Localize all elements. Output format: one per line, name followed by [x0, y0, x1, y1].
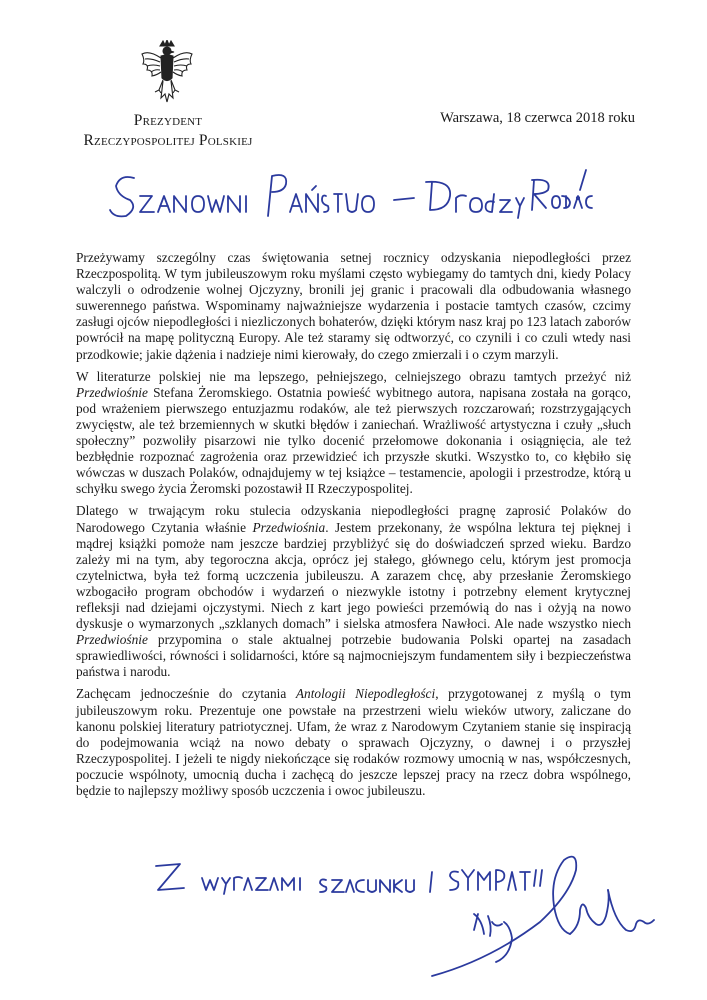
paragraph-1: [76, 250, 631, 363]
polish-eagle-emblem-icon: [139, 40, 195, 106]
paragraph-4: [76, 686, 631, 799]
paragraph-3-text-b: . Jestem przekonany, że wspólna lektura tej pięknej i mądrej książki pomoże nam jeszcze bardziej przybliżyć się do doświadczeń sprzed wieku. Bardzo zależy mi na tym, aby tegoroczna akcja, oprócz jej stałego, głównego celu, którym jest promocja czytelnictwa, była też formą uczczenia jubileuszu. A zarazem chcę, aby przesłanie Żeromskiego wzbogaciło program obchodów i wydarzeń o niezwykle istotny i potrzebny element krytycznej refleksji nad dziejami ojczystymi. Niech z kart jego powieści przemówią do nas i ożyją na nowo dyskusje o wymarzonych „szklanych domach” i sielska atmosfera Nawłoci. Ale nade wszystko niech: [76, 519, 631, 632]
handwritten-signature-icon: [430, 830, 660, 980]
paragraph-1-text: Przeżywamy szczególny czas świętowania setnej rocznicy odzyskania niepodległości przez Rzeczpospolitą. W tym jubileuszowym roku myślami często wybiegamy do tamtych dni, kiedy Polacy walczyli o odrodzenie wolnej Ojczyzny, bronili jej granic i pracowali dla odbudowania własnego suwerennego państwa. Wspominamy najważniejsze wydarzenia i postacie tamtych czasów, czcimy zasługi ojców niepodległości i niezliczonych bohaterów, dzięki którym nasz kraj po 123 latach zaborów powrócił na mapę polityczną Europy. Ale też staramy się odtworzyć, co czynili i co czuli wtedy nasi przodkowie; jakie dążenia i nadzieje nimi kierowały, do czego zmierzali i o czym marzyli.: [76, 250, 631, 362]
book-title-przedwiosnie: Przedwiośnie: [76, 384, 148, 400]
book-title-przedwiosnie-2: Przedwiośnie: [76, 632, 148, 648]
paragraph-2-text-b: Stefana Żeromskiego. Ostatnia powieść wybitnego autora, napisana została na gorąco, pod wrażeniem pierwszego entuzjazmu rodaków, ale też pierwszych rozczarowań; rozstrzygających zwycięstw, ale też brzemiennych w skutki błędów i zaniechań. Wrażliwość artystyczna i czuły „słuch społeczny” pozwoliły pisarzowi nie tylko docenić przełomowe dokonania i osiągnięcia, ale też bezbłędnie rozpoznać zagrożenia oraz przewidzieć ich przyszłe skutki. Wszystko to, co kłębiło się wówczas w duszach Polaków, odnajdujemy w tej książce – testamencie, apologii i przestrodze, którą u schyłku swego życia Żeromski pozostawił II Rzeczypospolitej.: [76, 384, 631, 497]
paragraph-4-text-b: , przygotowanej z myślą o tym jubileuszowym roku. Prezentuje one powstałe na przestrzeni wielu wieków utwory, zaliczane do kanonu polskiej literatury patriotycznej. Ufam, że wraz z Narodowym Czytaniem stanie się inspiracją do podejmowania wciąż na nowo debaty o sprawach Ojczyzny, o dawnej i o przyszłej Rzeczypospolitej. I jeżeli te nigdy niekończące się rodaków rozmowy umocnią w nas, współczesnych, poczucie wspólnoty, umocnią ducha i zachęcą do jeszcze lepszej pracy na rzecz dobra wspólnego, będzie to najlepszy możliwy sposób uczczenia i owoc jubileuszu.: [76, 686, 631, 798]
paragraph-2: [76, 369, 631, 498]
paragraph-3-text-a: Dlatego w trwającym roku stulecia odzyskania niepodległości pragnę zaprosić Polaków do Narodowego Czytania właśnie: [76, 503, 631, 535]
handwritten-salutation: [100, 160, 600, 240]
book-title-przedwiosnia: Przedwiośnia: [252, 519, 326, 535]
office-title-line-2: Rzeczypospolitej Polskiej: [83, 132, 253, 149]
office-title-line-1: Prezydent: [133, 112, 203, 129]
letter-body: [76, 250, 631, 805]
paragraph-2-text-a: W literaturze polskiej nie ma lepszego, pełniejszego, celniejszego obrazu tamtych przeżyć niż: [76, 368, 631, 384]
paragraph-3-text-c: przypomina o stale aktualnej potrzebie budowania Polski opartej na zasadach sprawiedliwości, równości i solidarności, które są najmocniejszym fundamentem siły i bezpieczeństwa państwa i narodu.: [76, 632, 631, 680]
book-title-antologia: Antologii Niepodległości: [295, 686, 436, 702]
paragraph-3: [76, 503, 631, 680]
date-line: Warszawa, 18 czerwca 2018 roku: [440, 110, 635, 126]
office-title: [80, 111, 256, 151]
paragraph-4-text-a: Zachęcam jednocześnie do czytania: [76, 686, 296, 702]
